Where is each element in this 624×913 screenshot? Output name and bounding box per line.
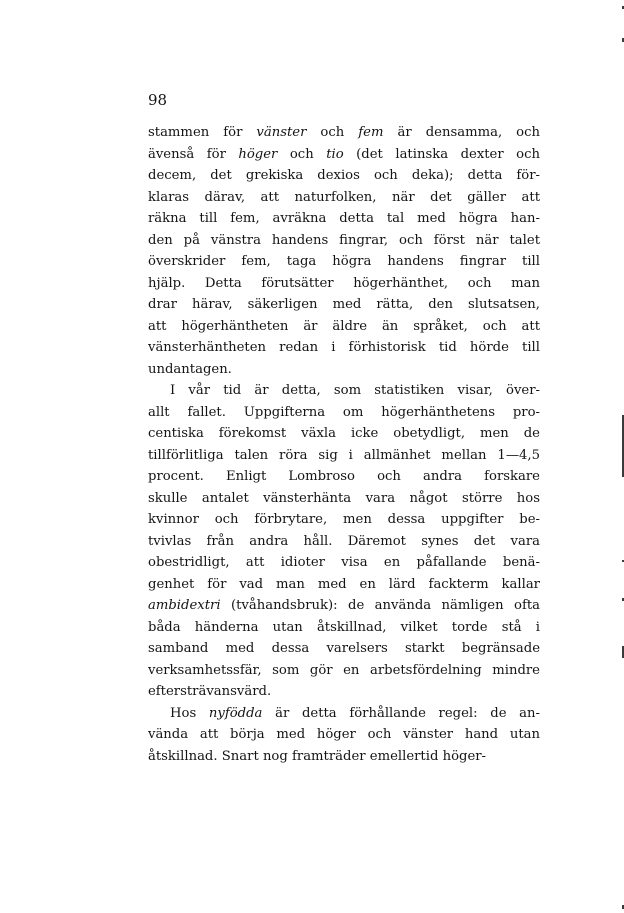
text-line [148, 122, 540, 144]
text-line [148, 294, 540, 316]
text-line [148, 746, 540, 768]
text-run: kvinnor och förbrytare, men dessa uppgifter be- [148, 512, 540, 527]
paragraph [148, 380, 540, 703]
paragraph [148, 122, 540, 380]
text-run: undantagen. [148, 361, 232, 377]
text-run: tvivlas från andra håll. Däremot synes det vara [148, 533, 540, 549]
text-run: skulle antalet vänsterhänta vara något större hos [148, 490, 540, 506]
text-line [148, 531, 540, 553]
text-line [148, 681, 540, 703]
text-line [148, 574, 540, 596]
italic-term: nyfödda [208, 705, 263, 721]
text-line [148, 144, 540, 166]
text-run: (det latinska dexter och [343, 146, 540, 162]
text-run: vända att börja med höger och vänster hand utan [148, 727, 540, 742]
italic-term: ambidextri [148, 598, 221, 613]
text-run: decem, det grekiska dexios och deka); detta för- [148, 168, 540, 183]
text-run: båda händerna utan åtskillnad, vilket torde stå i [148, 619, 540, 635]
text-run: drar härav, säkerligen med rätta, den slutsatsen, [148, 297, 540, 312]
text-line [148, 316, 540, 338]
text-run: stammen för [148, 125, 257, 140]
text-run: genhet för vad man med en lärd fackterm kallar [148, 576, 540, 592]
text-line [148, 552, 540, 574]
text-run: ävenså för [148, 146, 239, 162]
text-line [148, 488, 540, 510]
text-line [148, 423, 540, 445]
text-line [148, 187, 540, 209]
text-run: den på vänstra handens fingrar, och först när talet [148, 232, 540, 248]
text-line [148, 251, 540, 273]
body-text [148, 122, 540, 767]
text-run: åtskillnad. Snart nog framträder emellertid höger- [148, 748, 487, 764]
text-line [148, 617, 540, 639]
text-line [148, 359, 540, 381]
text-line [148, 208, 540, 230]
text-run: verksamhetssfär, som gör en arbetsfördelning mindre [148, 662, 540, 678]
text-run: klaras därav, att naturfolken, när det gäller att [148, 189, 540, 205]
text-run: hjälp. Detta förutsätter högerhänthet, och man [148, 275, 540, 291]
text-run: tillförlitliga talen röra sig i allmänhet mellan 1—4,5 [148, 447, 540, 463]
text-run: att högerhäntheten är äldre än språket, och att [148, 318, 540, 334]
text-run: överskrider fem, taga högra handens fingrar till [148, 254, 540, 269]
italic-term: fem [358, 125, 384, 140]
text-line [148, 230, 540, 252]
text-line [148, 703, 540, 725]
text-run: obestridligt, att idioter visa en påfallande benä- [148, 555, 540, 570]
page-number: 98 [148, 91, 168, 109]
paragraph [148, 703, 540, 768]
text-line [148, 273, 540, 295]
italic-term: tio [326, 146, 344, 162]
text-run: räkna till fem, avräkna detta tal med högra han- [148, 211, 540, 226]
text-line [148, 337, 540, 359]
text-line [148, 509, 540, 531]
text-run: Hos [170, 705, 209, 721]
text-line [148, 402, 540, 424]
text-run: (tvåhandsbruk): de använda nämligen ofta [220, 598, 540, 613]
text-line [148, 724, 540, 746]
text-run: är detta förhållande regel: de an- [262, 705, 540, 721]
text-run: procent. Enligt Lombroso och andra forskare [148, 469, 540, 484]
text-run: centiska förekomst växla icke obetydligt, men de [148, 426, 540, 441]
text-line [148, 445, 540, 467]
text-run: allt fallet. Uppgifterna om högerhänthetens pro- [148, 404, 540, 420]
text-run: är densamma, och [383, 125, 540, 140]
text-line [148, 595, 540, 617]
text-line [148, 380, 540, 402]
text-line [148, 660, 540, 682]
text-run: och [277, 146, 327, 162]
text-run: eftersträvansvärd. [148, 684, 272, 699]
text-line [148, 165, 540, 187]
text-run: och [306, 125, 359, 140]
italic-term: höger [238, 146, 278, 162]
page-edge-marks [618, 0, 624, 913]
text-run: vänsterhäntheten redan i förhistorisk tid hörde till [148, 340, 540, 355]
text-run: I vår tid är detta, som statistiken visar, över- [170, 383, 540, 398]
text-run: samband med dessa varelsers starkt begränsade [148, 641, 540, 656]
text-line [148, 638, 540, 660]
text-line [148, 466, 540, 488]
italic-term: vänster [256, 125, 307, 140]
